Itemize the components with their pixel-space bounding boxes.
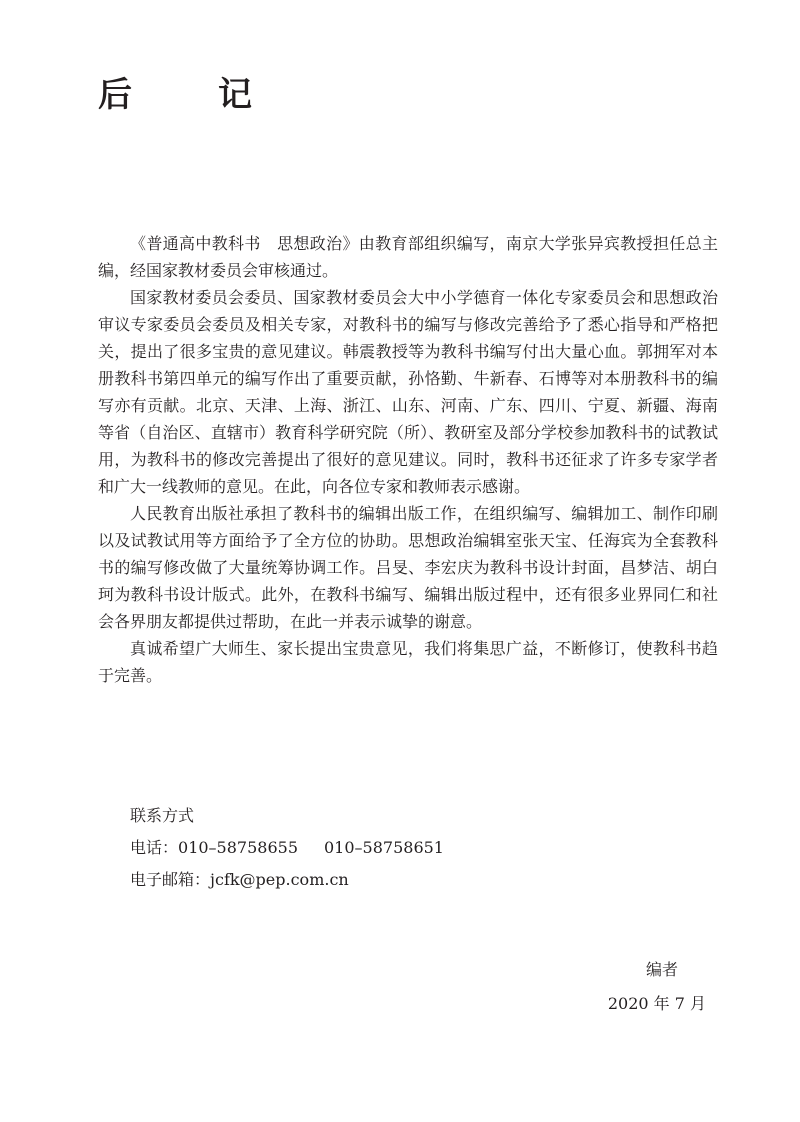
editor-signature: 编者 — [645, 960, 678, 979]
paragraph-1: 《普通高中教科书 思想政治》由教育部组织编写，南京大学张异宾教授担任总主编，经国家教材委员会审核通过。 — [98, 234, 718, 280]
email-line — [130, 864, 444, 896]
phone-number-2: 010–58758651 — [324, 838, 444, 857]
paragraph-2: 国家教材委员会委员、国家教材委员会大中小学德育一体化专家委员会和思想政治审议专家委员会委员及相关专家，对教科书的编写与修改完善给予了悉心指导和严格把关，提出了很多宝贵的意见建议。韩震教授等为教科书编写付出大量心血。郭拥军对本册教科书第四单元的编写作出了重要贡献，孙恪勤、牛新春、石博等对本册教科书的编写亦有贡献。北京、天津、上海、浙江、山东、河南、广东、四川、宁夏、新疆、海南等省（自治区、直辖市）教育科学研究院（所）、教研室及部分学校参加教科书的试教试用，为教科书的修改完善提出了很好的意见建议。同时，教科书还征求了许多专家学者和广大一线教师的意见。在此，向各位专家和教师表示感谢。 — [98, 288, 718, 496]
signature-date: 2020 年 7 月 — [607, 994, 706, 1013]
page-title: 后 记 — [98, 75, 278, 115]
paragraph-4: 真诚希望广大师生、家长提出宝贵意见，我们将集思广益，不断修订，使教科书趋于完善。 — [98, 639, 718, 685]
phone-number-1: 010–58758655 — [178, 838, 298, 857]
signature — [608, 953, 706, 1021]
contact-heading: 联系方式 — [130, 806, 195, 825]
email-address: jcfk@pep.com.cn — [210, 870, 349, 889]
phone-label: 电话： — [130, 838, 179, 857]
email-label: 电子邮箱： — [130, 870, 211, 889]
contact-info — [130, 800, 444, 896]
paragraph-3: 人民教育出版社承担了教科书的编辑出版工作，在组织编写、编辑加工、制作印刷以及试教试用等方面给予了全方位的协助。思想政治编辑室张天宝、任海宾为全套教科书的编写修改做了大量统筹协调工作。吕旻、李宏庆为教科书设计封面，昌梦洁、胡白珂为教科书设计版式。此外，在教科书编写、编辑出版过程中，还有很多业界同仁和社会各界朋友都提供过帮助，在此一并表示诚挚的谢意。 — [98, 504, 718, 631]
phone-line — [130, 832, 444, 864]
body-text — [98, 230, 718, 689]
